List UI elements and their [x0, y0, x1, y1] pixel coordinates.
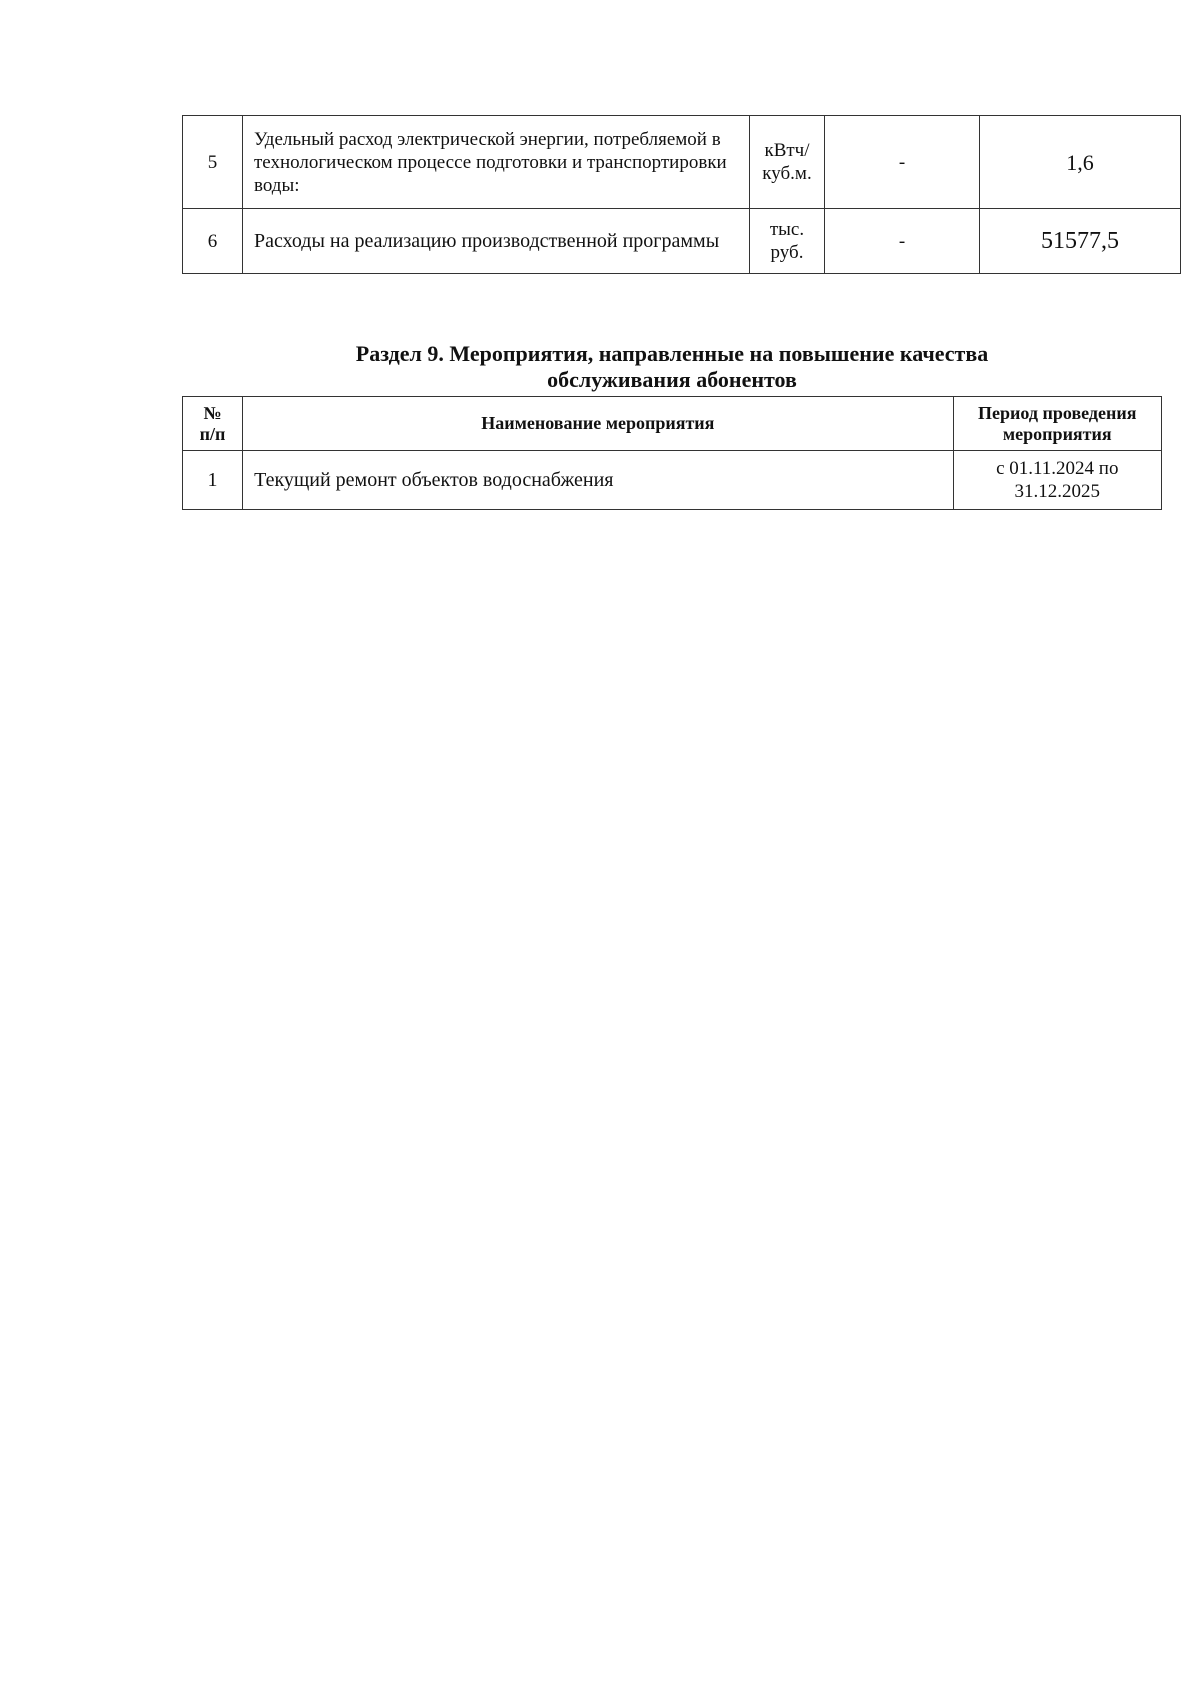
section-heading [182, 341, 1162, 393]
column-header-period [953, 397, 1161, 451]
indicator-name: Расходы на реализацию производственной программы [243, 209, 750, 274]
plan-value: 1,6 [980, 116, 1181, 209]
row-number: 6 [183, 209, 243, 274]
header-line: Период проведения [978, 402, 1137, 423]
measure-period [953, 451, 1161, 510]
unit-line: кВтч/ [764, 140, 810, 161]
unit-line: тыс. [769, 219, 805, 240]
section-heading-line: обслуживания абонентов [547, 367, 797, 392]
plan-value: 51577,5 [980, 209, 1181, 274]
period-line: 31.12.2025 [1014, 481, 1101, 502]
column-header-number [183, 397, 243, 451]
indicator-name: Удельный расход электрической энергии, потребляемой в технологическом процессе подготовки и транспортировки воды: [243, 116, 750, 209]
table-row [183, 209, 1181, 274]
measure-name: Текущий ремонт объектов водоснабжения [243, 451, 953, 510]
row-number: 5 [183, 116, 243, 209]
table-header-row [183, 397, 1162, 451]
header-line: № [203, 402, 222, 423]
header-line: мероприятия [1002, 423, 1112, 444]
section-heading-line: Раздел 9. Мероприятия, направленные на повышение качества [355, 341, 989, 366]
table-row [183, 451, 1162, 510]
header-line: п/п [199, 423, 226, 444]
row-number: 1 [183, 451, 243, 510]
table-row [183, 116, 1181, 209]
measures-table [182, 396, 1162, 510]
base-value: - [825, 209, 980, 274]
unit-cell [750, 116, 825, 209]
unit-cell [750, 209, 825, 274]
period-line: с 01.11.2024 по [996, 458, 1119, 479]
production-program-table [182, 115, 1181, 274]
base-value: - [825, 116, 980, 209]
unit-line: куб.м. [762, 163, 812, 184]
column-header-name: Наименование мероприятия [243, 397, 953, 451]
unit-line: руб. [770, 242, 804, 263]
